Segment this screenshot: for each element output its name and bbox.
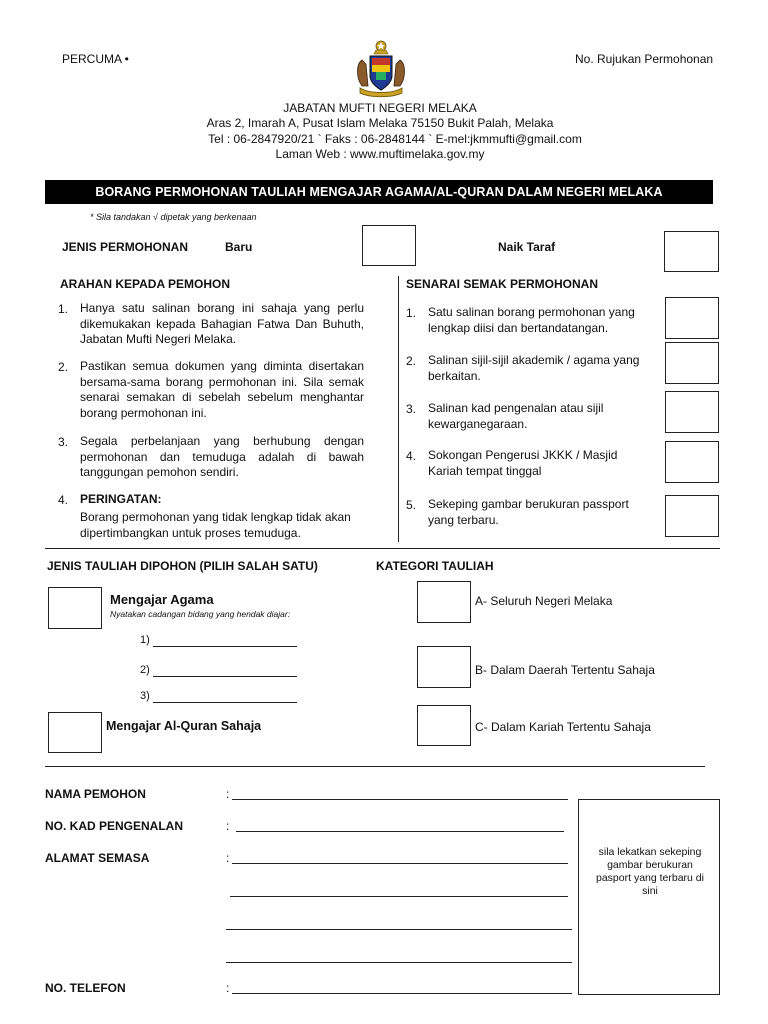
phone-number-input[interactable]	[232, 993, 572, 994]
address-line-4-input[interactable]	[226, 962, 572, 963]
field-3-input[interactable]	[153, 702, 297, 703]
column-divider	[398, 276, 399, 542]
address-line-3-input[interactable]	[226, 929, 572, 930]
address-line-1-input[interactable]	[232, 863, 568, 864]
checklist-checkbox[interactable]	[665, 391, 719, 433]
option-new-label: Baru	[225, 240, 253, 254]
colon: :	[226, 819, 230, 833]
checklist-text: Satu salinan borang permohonan yang lengkap diisi dan bertandatangan.	[428, 305, 635, 335]
state-crest-logo	[350, 38, 412, 100]
colon: :	[226, 981, 230, 995]
address-line-2-input[interactable]	[230, 896, 568, 897]
category-heading: KATEGORI TAULIAH	[376, 559, 494, 573]
religion-teaching-checkbox[interactable]	[48, 587, 102, 629]
photo-instruction-text: sila lekatkan sekeping gambar berukuran pasport yang terbaru di sini	[596, 846, 704, 897]
warning-title: PERINGATAN:	[80, 492, 162, 506]
checklist-text: Sokongan Pengerusi JKKK / Masjid Kariah tempat tinggal	[428, 448, 618, 478]
field-3-label: 3)	[140, 690, 150, 702]
current-address-label: ALAMAT SEMASA	[45, 851, 150, 865]
section-divider	[45, 548, 720, 549]
checklist-text: Salinan sijil-sijil akademik / agama yang berkaitan.	[428, 353, 640, 383]
org-address: Aras 2, Imarah A, Pusat Islam Melaka 75150 Bukit Palah, Melaka	[206, 116, 554, 130]
instruction-text: Pastikan semua dokumen yang diminta disertakan bersama-sama borang permohonan ini. Sila semak senarai semakan di sebelah sebelum menghantar borang permohonan ini.	[80, 359, 364, 420]
colon: :	[226, 787, 230, 801]
field-2-label: 2)	[140, 664, 150, 676]
form-title: BORANG PERMOHONAN TAULIAH MENGAJAR AGAMA/AL-QURAN DALAM NEGERI MELAKA	[45, 180, 713, 204]
field-2-input[interactable]	[153, 676, 297, 677]
category-c-checkbox[interactable]	[417, 705, 471, 746]
ic-number-label: NO. KAD PENGENALAN	[45, 819, 184, 833]
option-upgrade-label: Naik Taraf	[498, 240, 556, 254]
category-c-label: C- Dalam Kariah Tertentu Sahaja	[475, 720, 651, 734]
passport-photo-box[interactable]	[578, 799, 720, 995]
category-b-checkbox[interactable]	[417, 646, 471, 688]
checklist-number: 5.	[406, 498, 417, 512]
category-a-checkbox[interactable]	[417, 581, 471, 623]
category-a-label: A- Seluruh Negeri Melaka	[475, 594, 613, 608]
checklist-number: 3.	[406, 402, 417, 416]
org-contact: Tel : 06-2847920/21 ` Faks : 06-2848144 ` E-mel:jkmmufti@gmail.com	[208, 132, 582, 146]
checklist-text: Salinan kad pengenalan atau sijil kewarganegaraan.	[428, 401, 604, 431]
checklist-checkbox[interactable]	[665, 297, 719, 339]
applicant-name-input[interactable]	[232, 799, 568, 800]
religion-teaching-label: Mengajar Agama	[110, 592, 214, 607]
applicant-name-label: NAMA PEMOHON	[45, 787, 146, 801]
upgrade-application-checkbox[interactable]	[664, 231, 719, 272]
instruction-number: 1.	[58, 302, 69, 316]
instruction-text: Hanya satu salinan borang ini sahaja yang perlu dikemukakan kepada Bahagian Fatwa Dan Buhuth, Jabatan Mufti Negeri Melaka.	[80, 301, 364, 346]
ic-number-input[interactable]	[236, 831, 564, 832]
free-label: PERCUMA •	[62, 52, 129, 66]
new-application-checkbox[interactable]	[362, 225, 416, 266]
checklist-number: 4.	[406, 449, 417, 463]
checklist-number: 1.	[406, 306, 417, 320]
checklist-checkbox[interactable]	[665, 342, 719, 384]
checklist-number: 2.	[406, 354, 417, 368]
tick-instruction-note: * Sila tandakan √ dipetak yang berkenaan	[90, 212, 257, 222]
checklist-text: Sekeping gambar berukuran passport yang terbaru.	[428, 497, 629, 527]
colon: :	[226, 851, 230, 865]
credential-type-heading: JENIS TAULIAH DIPOHON (PILIH SALAH SATU)	[47, 559, 318, 573]
field-1-input[interactable]	[153, 646, 297, 647]
org-name: JABATAN MUFTI NEGERI MELAKA	[283, 101, 477, 115]
section-divider	[45, 766, 705, 767]
reference-number-label: No. Rujukan Permohonan	[575, 52, 714, 66]
checklist-checkbox[interactable]	[665, 495, 719, 537]
instruction-number: 4.	[58, 493, 69, 507]
instruction-text: Segala perbelanjaan yang berhubung dengan permohonan dan temuduga adalah di bawah tanggungan pemohon sendiri.	[80, 434, 364, 479]
checklist-heading: SENARAI SEMAK PERMOHONAN	[406, 277, 599, 291]
instruction-number: 3.	[58, 435, 69, 449]
quran-teaching-label: Mengajar Al-Quran Sahaja	[106, 719, 262, 733]
field-1-label: 1)	[140, 634, 150, 646]
instructions-heading: ARAHAN KEPADA PEMOHON	[60, 277, 231, 291]
instruction-text: Borang permohonan yang tidak lengkap tidak akan dipertimbangkan untuk proses temuduga.	[80, 510, 351, 540]
org-website: Laman Web : www.muftimelaka.gov.my	[275, 147, 485, 161]
religion-field-note: Nyatakan cadangan bidang yang hendak diajar:	[110, 609, 291, 619]
checklist-checkbox[interactable]	[665, 441, 719, 483]
category-b-label: B- Dalam Daerah Tertentu Sahaja	[475, 663, 655, 677]
application-type-label: JENIS PERMOHONAN	[62, 240, 189, 254]
instruction-number: 2.	[58, 360, 69, 374]
quran-teaching-checkbox[interactable]	[48, 712, 102, 753]
phone-number-label: NO. TELEFON	[45, 981, 126, 995]
